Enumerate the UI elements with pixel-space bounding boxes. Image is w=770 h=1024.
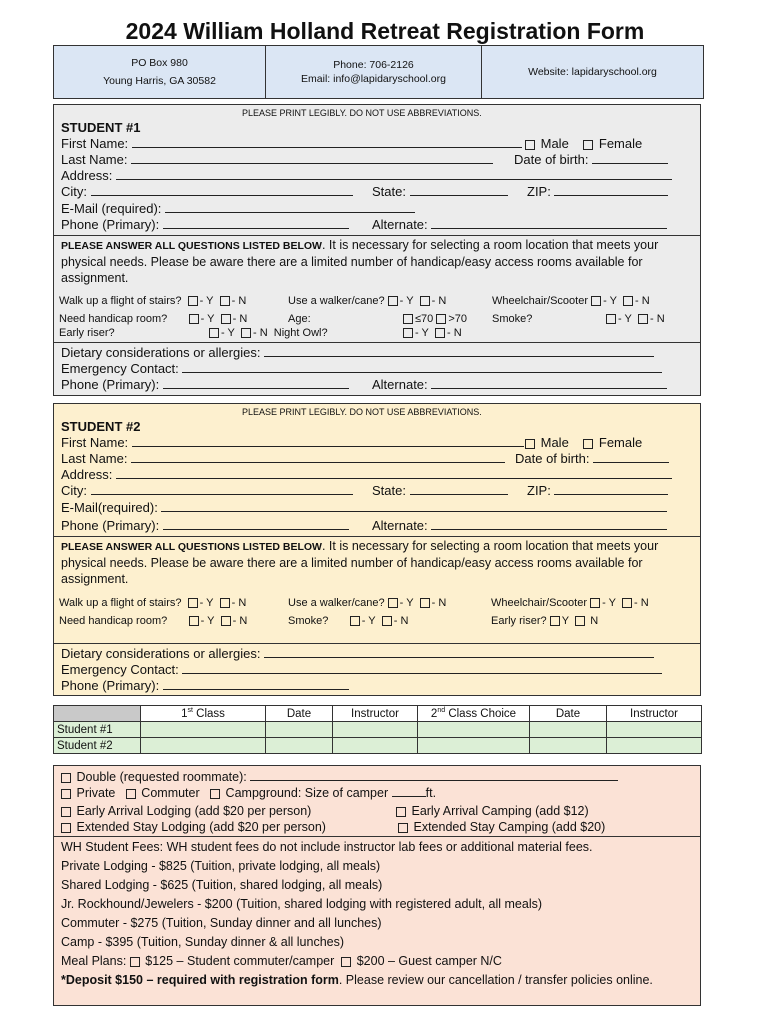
deposit-note — [61, 972, 695, 988]
table-cell[interactable] — [530, 722, 607, 738]
city-field[interactable] — [91, 184, 353, 196]
smoke-yes-checkbox[interactable] — [606, 314, 616, 324]
dob-label: Date of birth: — [514, 152, 589, 167]
private-label: Private — [76, 786, 116, 800]
yes-label: - Y — [399, 295, 414, 307]
q-stairs: Walk up a flight of stairs? — [59, 597, 182, 609]
no-label: - N — [231, 597, 247, 609]
q-wheelchair: Wheelchair/Scooter — [492, 295, 588, 307]
emergency-field[interactable] — [182, 361, 662, 373]
wheelchair-yes-checkbox[interactable] — [591, 296, 601, 306]
stairs-no-checkbox[interactable] — [220, 296, 230, 306]
address-label: Address: — [61, 168, 113, 183]
dietary-label: Dietary considerations or allergies: — [61, 646, 261, 661]
answer-text: . It is necessary for selecting a room location that meets your physical needs. Please be aware there are a limited number of handicap/easy access rooms available for assignment. — [61, 539, 659, 586]
yes-label: - Y — [399, 597, 414, 609]
table-header-cell — [54, 706, 141, 722]
address-label: Address: — [61, 467, 113, 482]
yes-label: - Y — [199, 295, 214, 307]
po-box: PO Box 980 — [131, 57, 188, 69]
camper-size-field[interactable] — [392, 785, 426, 797]
campground-checkbox[interactable] — [210, 789, 220, 799]
table-cell[interactable] — [607, 738, 702, 754]
table-cell[interactable] — [530, 738, 607, 754]
yes-label: - Y — [199, 597, 214, 609]
q-night: Night Owl? — [273, 327, 328, 339]
address-field[interactable] — [116, 168, 672, 180]
address-cell — [54, 46, 266, 98]
dietary-label: Dietary considerations or allergies: — [61, 345, 261, 360]
alternate-field[interactable] — [431, 518, 667, 530]
table-cell[interactable] — [141, 738, 266, 754]
walker-no-checkbox[interactable] — [420, 296, 430, 306]
stairs-yes-checkbox[interactable] — [188, 296, 198, 306]
student2-heading: STUDENT #2 — [61, 419, 141, 434]
ft-label: ft. — [425, 786, 437, 800]
student2-section — [53, 403, 701, 696]
table-cell[interactable] — [266, 738, 333, 754]
no-label: - N — [232, 615, 248, 627]
table-cell[interactable] — [266, 722, 333, 738]
meal-student-checkbox[interactable] — [130, 957, 140, 967]
yes-label: - Y — [200, 615, 215, 627]
early-yes-checkbox[interactable] — [550, 616, 560, 626]
answer-bold: PLEASE ANSWER ALL QUESTIONS LISTED BELOW — [61, 240, 322, 252]
fees-note: WH Student Fees: WH student fees do not include instructor lab fees or additional material fees. — [61, 840, 593, 854]
state-field[interactable] — [410, 483, 508, 495]
no-label: N — [590, 615, 599, 627]
table-cell[interactable] — [333, 738, 418, 754]
no-label: - N — [232, 313, 248, 325]
yes-label: - Y — [603, 295, 617, 307]
female-checkbox[interactable] — [583, 439, 593, 449]
row-label: Student #2 — [54, 738, 141, 754]
emergency-label: Emergency Contact: — [61, 361, 179, 376]
walker-yes-checkbox[interactable] — [388, 598, 398, 608]
email-text: Email: info@lapidaryschool.org — [301, 73, 446, 85]
email-field[interactable] — [161, 500, 667, 512]
age-under-checkbox[interactable] — [403, 314, 413, 324]
q-smoke: Smoke? — [492, 313, 533, 325]
zip-field[interactable] — [554, 184, 668, 196]
age-under-label: ≤70 — [415, 313, 434, 325]
private-checkbox[interactable] — [61, 789, 71, 799]
page-title: 2024 William Holland Retreat Registration Form — [125, 18, 645, 44]
state-label: State: — [372, 483, 406, 498]
stairs-no-checkbox[interactable] — [220, 598, 230, 608]
male-checkbox[interactable] — [525, 140, 535, 150]
smoke-no-checkbox[interactable] — [638, 314, 648, 324]
answer-instructions — [61, 538, 695, 587]
class-choice-table — [53, 705, 702, 754]
alternate-label: Alternate: — [372, 217, 428, 232]
first-name-field[interactable] — [132, 136, 522, 148]
table-header-cell: 2nd Class Choice — [418, 706, 530, 722]
early-camping-checkbox[interactable] — [396, 807, 406, 817]
email-label: E-Mail (required): — [61, 201, 162, 216]
yes-label: - Y — [200, 313, 215, 325]
answer-text: . It is necessary for selecting a room location that meets your physical needs. Please be aware there are a limited number of handicap/easy access rooms available for assignment. — [61, 238, 659, 285]
smoke-no-checkbox[interactable] — [382, 616, 392, 626]
zip-label: ZIP: — [527, 483, 551, 498]
dietary-field[interactable] — [264, 345, 654, 357]
no-label: - N — [393, 615, 409, 627]
student1-heading: STUDENT #1 — [61, 120, 141, 135]
table-row — [54, 738, 702, 754]
handicap-no-checkbox[interactable] — [221, 314, 231, 324]
double-label: Double (requested roommate): — [76, 770, 247, 784]
emergency-field[interactable] — [182, 662, 662, 674]
female-checkbox[interactable] — [583, 140, 593, 150]
deposit-text: . Please review our cancellation / transfer policies online. — [338, 973, 653, 987]
alternate-field[interactable] — [431, 217, 667, 229]
fee-shared: Shared Lodging - $625 (Tuition, shared lodging, all meals) — [61, 878, 383, 892]
fee-camp: Camp - $395 (Tuition, Sunday dinner & all lunches) — [61, 935, 345, 949]
table-header-row — [54, 706, 702, 722]
meal-guest-label: $200 – Guest camper N/C — [356, 954, 502, 968]
roommate-field[interactable] — [250, 769, 618, 781]
commuter-checkbox[interactable] — [126, 789, 136, 799]
male-checkbox[interactable] — [525, 439, 535, 449]
table-header-cell: Date — [266, 706, 333, 722]
no-label: - N — [231, 295, 247, 307]
table-header-cell: 1st Class — [141, 706, 266, 722]
table-cell[interactable] — [607, 722, 702, 738]
yes-label: - Y — [361, 615, 376, 627]
last-name-label: Last Name: — [61, 451, 128, 466]
q-stairs: Walk up a flight of stairs? — [59, 295, 182, 307]
city-line: Young Harris, GA 30582 — [103, 75, 216, 87]
city-field[interactable] — [91, 483, 353, 495]
phone2-field[interactable] — [163, 678, 349, 690]
table-cell[interactable] — [418, 738, 530, 754]
yes-label: - Y — [415, 327, 429, 339]
table-cell[interactable] — [333, 722, 418, 738]
last-name-field[interactable] — [131, 451, 505, 463]
commuter-label: Commuter — [141, 786, 200, 800]
email-label: E-Mail(required): — [61, 500, 158, 515]
phone-field[interactable] — [163, 518, 349, 530]
no-label: - N — [446, 327, 462, 339]
state-label: State: — [372, 184, 406, 199]
smoke-yes-checkbox[interactable] — [350, 616, 360, 626]
fee-private: Private Lodging - $825 (Tuition, private lodging, all meals) — [61, 859, 381, 873]
no-label: - N — [649, 313, 665, 325]
website-cell — [482, 46, 703, 98]
walker-no-checkbox[interactable] — [420, 598, 430, 608]
last-name-field[interactable] — [131, 152, 493, 164]
first-name-label: First Name: — [61, 435, 129, 450]
early-camping-label: Early Arrival Camping (add $12) — [411, 804, 589, 818]
address-field[interactable] — [116, 467, 672, 479]
state-field[interactable] — [410, 184, 508, 196]
extended-lodging-label: Extended Stay Lodging (add $20 per person) — [76, 820, 326, 834]
male-label: Male — [540, 435, 569, 450]
no-label: - N — [252, 327, 268, 339]
no-label: - N — [635, 295, 650, 307]
table-cell[interactable] — [141, 722, 266, 738]
meal-student-label: $125 – Student commuter/camper — [145, 954, 335, 968]
yes-label: Y — [561, 615, 570, 627]
phone-text: Phone: 706-2126 — [333, 59, 414, 71]
q-handicap: Need handicap room? — [59, 313, 168, 325]
alternate-label: Alternate: — [372, 518, 428, 533]
alternate2-label: Alternate: — [372, 377, 428, 392]
q-early: Early riser? — [59, 327, 115, 339]
zip-field[interactable] — [554, 483, 668, 495]
lodging-fees-section — [53, 765, 701, 1006]
dob-label: Date of birth: — [515, 451, 590, 466]
emergency-label: Emergency Contact: — [61, 662, 179, 677]
wheelchair-yes-checkbox[interactable] — [590, 598, 600, 608]
website-text: Website: lapidaryschool.org — [528, 66, 657, 78]
alternate2-field[interactable] — [431, 377, 667, 389]
campground-label: Campground: Size of camper — [225, 786, 389, 800]
male-label: Male — [540, 136, 569, 151]
q-walker: Use a walker/cane? — [288, 597, 385, 609]
early-yes-checkbox[interactable] — [209, 328, 219, 338]
answer-instructions — [61, 237, 695, 286]
deposit-bold: *Deposit $150 – required with registration form — [61, 973, 339, 987]
phone2-label: Phone (Primary): — [61, 377, 160, 392]
table-header-cell: Instructor — [607, 706, 702, 722]
email-field[interactable] — [165, 201, 415, 213]
q-walker: Use a walker/cane? — [288, 295, 385, 307]
table-cell[interactable] — [418, 722, 530, 738]
first-name-field[interactable] — [132, 435, 524, 447]
city-label: City: — [61, 184, 87, 199]
meal-guest-checkbox[interactable] — [341, 957, 351, 967]
city-label: City: — [61, 483, 87, 498]
phone2-label: Phone (Primary): — [61, 678, 160, 693]
q-smoke: Smoke? — [288, 615, 329, 627]
table-row — [54, 722, 702, 738]
yes-label: - Y — [221, 327, 235, 339]
yes-label: - Y — [602, 597, 616, 609]
walker-yes-checkbox[interactable] — [388, 296, 398, 306]
fee-commuter: Commuter - $275 (Tuition, Sunday dinner and all lunches) — [61, 916, 382, 930]
dietary-field[interactable] — [264, 646, 654, 658]
q-age: Age: — [288, 313, 311, 325]
dob-field[interactable] — [593, 451, 669, 463]
dob-field[interactable] — [592, 152, 668, 164]
row-label: Student #1 — [54, 722, 141, 738]
q-wheelchair: Wheelchair/Scooter — [491, 597, 587, 609]
q-early: Early riser? — [491, 615, 547, 627]
meal-plans-label: Meal Plans: — [61, 954, 127, 968]
phone-label: Phone (Primary): — [61, 518, 160, 533]
contact-header — [53, 45, 704, 99]
last-name-label: Last Name: — [61, 152, 128, 167]
phone-label: Phone (Primary): — [61, 217, 160, 232]
table-header-cell: Instructor — [333, 706, 418, 722]
night-no-checkbox[interactable] — [435, 328, 445, 338]
age-over-label: >70 — [448, 313, 468, 325]
handicap-no-checkbox[interactable] — [221, 616, 231, 626]
no-label: - N — [431, 597, 447, 609]
night-yes-checkbox[interactable] — [403, 328, 413, 338]
early-no-checkbox[interactable] — [241, 328, 251, 338]
age-over-checkbox[interactable] — [436, 314, 446, 324]
print-notice: PLEASE PRINT LEGIBLY. DO NOT USE ABBREVIATIONS. — [242, 407, 482, 417]
stairs-yes-checkbox[interactable] — [188, 598, 198, 608]
fee-jr: Jr. Rockhound/Jewelers - $200 (Tuition, shared lodging with registered adult, all meals) — [61, 897, 543, 911]
handicap-yes-checkbox[interactable] — [189, 616, 199, 626]
table-header-cell: Date — [530, 706, 607, 722]
phone-cell — [266, 46, 482, 98]
female-label: Female — [598, 136, 643, 151]
answer-bold: PLEASE ANSWER ALL QUESTIONS LISTED BELOW — [61, 541, 322, 553]
early-no-checkbox[interactable] — [575, 616, 585, 626]
double-checkbox[interactable] — [61, 773, 71, 783]
extended-camping-checkbox[interactable] — [398, 823, 408, 833]
first-name-label: First Name: — [61, 136, 129, 151]
handicap-yes-checkbox[interactable] — [189, 314, 199, 324]
no-label: - N — [431, 295, 447, 307]
zip-label: ZIP: — [527, 184, 551, 199]
female-label: Female — [598, 435, 643, 450]
extended-lodging-checkbox[interactable] — [61, 823, 71, 833]
no-label: - N — [634, 597, 649, 609]
early-lodging-label: Early Arrival Lodging (add $20 per person) — [76, 804, 312, 818]
extended-camping-label: Extended Stay Camping (add $20) — [413, 820, 606, 834]
student1-section — [53, 104, 701, 396]
wheelchair-no-checkbox[interactable] — [622, 598, 632, 608]
yes-label: - Y — [618, 313, 632, 325]
phone2-field[interactable] — [163, 377, 349, 389]
early-lodging-checkbox[interactable] — [61, 807, 71, 817]
q-handicap: Need handicap room? — [59, 615, 168, 627]
phone-field[interactable] — [163, 217, 349, 229]
wheelchair-no-checkbox[interactable] — [623, 296, 633, 306]
print-notice: PLEASE PRINT LEGIBLY. DO NOT USE ABBREVIATIONS. — [242, 108, 482, 118]
